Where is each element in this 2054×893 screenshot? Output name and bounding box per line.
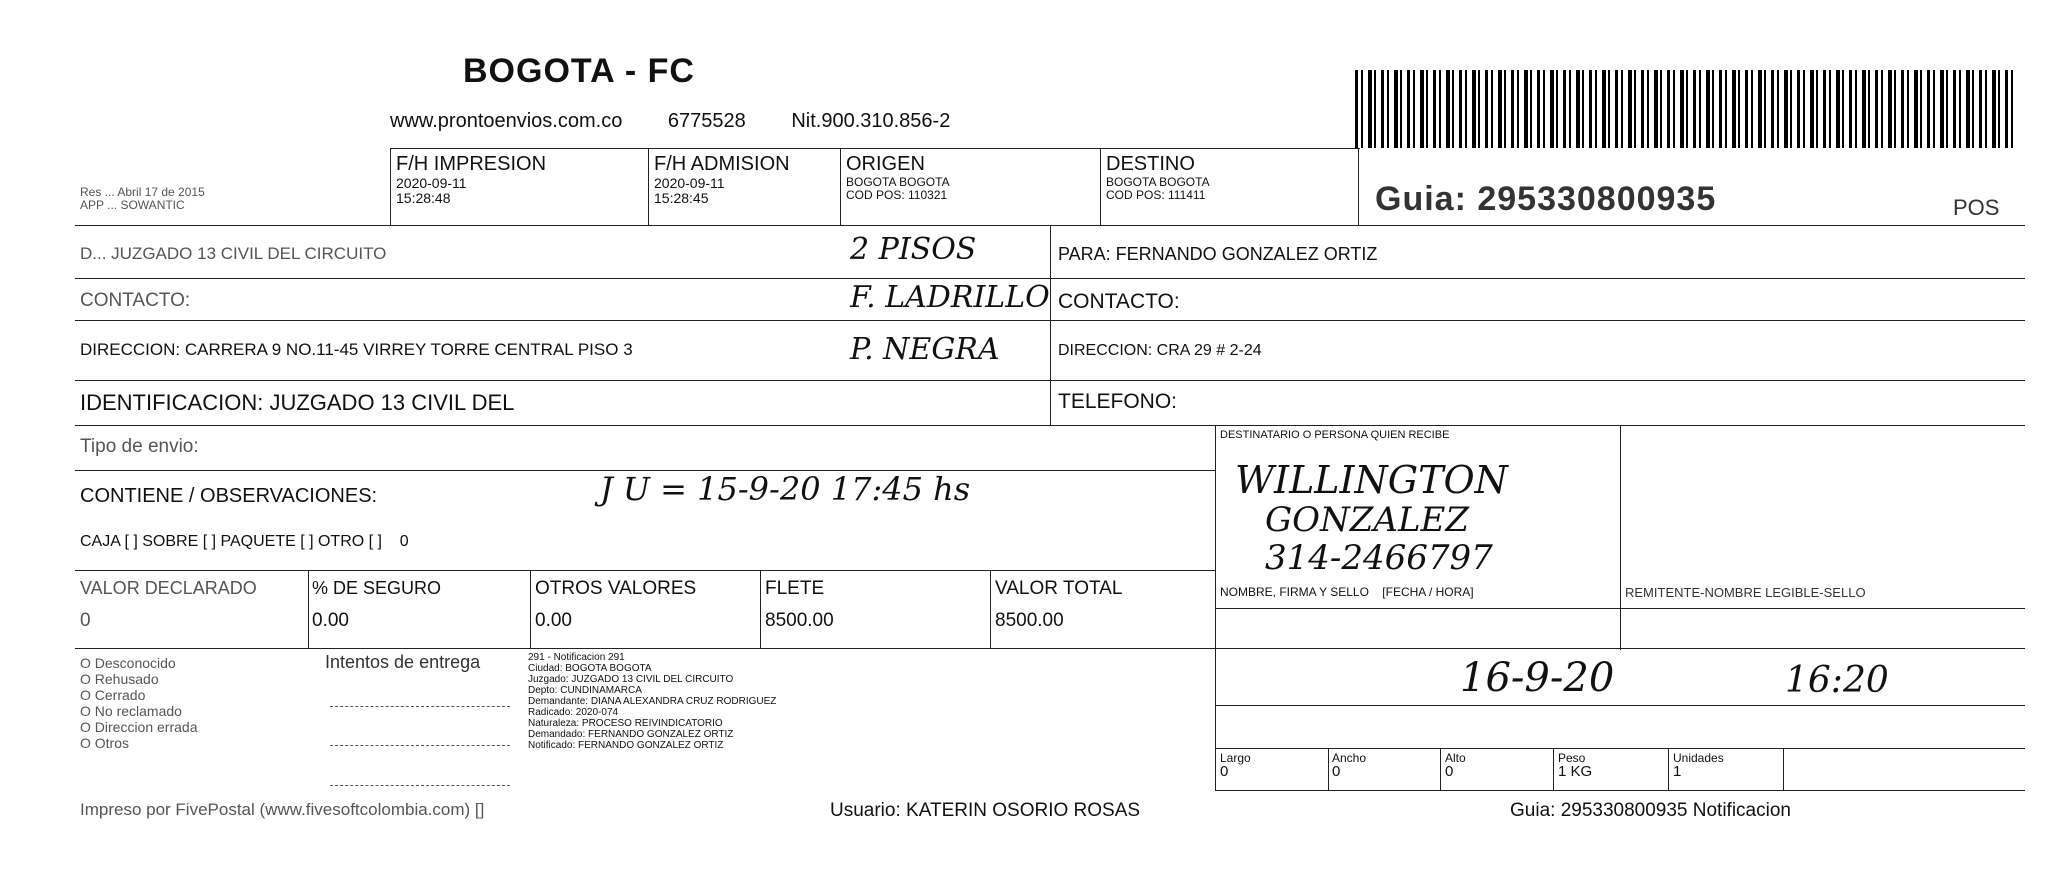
handwritten-pisos: 2 PISOS: [850, 232, 977, 267]
return-reason[interactable]: O Otros: [80, 735, 130, 751]
sender-signature-label: REMITENTE-NOMBRE LEGIBLE-SELLO: [1625, 585, 1866, 600]
handwritten-delivery-time: 16:20: [1785, 660, 1889, 701]
resolution-text: Res ... Abril 17 de 2015 APP ... SOWANTIC: [80, 185, 205, 212]
company-contact-line: [390, 110, 990, 133]
freight-value: 8500.00: [765, 610, 834, 631]
delivery-attempts-label: Intentos de entrega: [325, 652, 481, 672]
sender-identification: IDENTIFICACION: JUZGADO 13 CIVIL DEL: [80, 390, 515, 415]
admision-cell: F/H ADMISION 2020-09-11 15:28:45: [654, 153, 790, 206]
company-title: BOGOTA - FC: [463, 52, 695, 90]
barcode: [1355, 70, 2015, 148]
package-type: CAJA [ ] SOBRE [ ] PAQUETE [ ] OTRO [ ] 0: [80, 533, 409, 550]
recipient-contact: CONTACTO:: [1058, 290, 1180, 313]
other-values-value: 0.00: [535, 610, 572, 631]
declared-value: 0: [80, 610, 91, 631]
footer-user: Usuario: KATERIN OSORIO ROSAS: [830, 800, 1141, 821]
handwritten-delivery-date: 16-9-20: [1460, 655, 1615, 701]
width-cell: Ancho 0: [1332, 751, 1367, 780]
other-values-label: OTROS VALORES: [535, 578, 697, 599]
return-reason[interactable]: O Rehusado: [80, 671, 159, 687]
handwritten-receiver-phone: 314-2466797: [1265, 538, 1493, 578]
declared-value-label: VALOR DECLARADO: [80, 578, 257, 598]
height-cell: Alto 0: [1445, 751, 1466, 780]
insurance-value: 0.00: [312, 610, 349, 631]
destino-cell: DESTINO BOGOTA BOGOTA COD POS: 111411: [1106, 153, 1210, 202]
origen-cell: ORIGEN BOGOTA BOGOTA COD POS: 110321: [846, 153, 950, 202]
units-cell: Unidades 1: [1673, 751, 1724, 780]
nit: Nit.900.310.856-2: [791, 110, 951, 132]
recipient-name: PARA: FERNANDO GONZALEZ ORTIZ: [1058, 244, 1378, 264]
sender-contact: CONTACTO:: [80, 290, 191, 311]
observations-label: CONTIENE / OBSERVACIONES:: [80, 485, 378, 507]
shipment-type: Tipo de envio:: [80, 436, 199, 457]
return-reason[interactable]: O No reclamado: [80, 703, 182, 719]
impresion-cell: F/H IMPRESION 2020-09-11 15:28:48: [396, 153, 547, 206]
phone: 6775528: [667, 110, 746, 132]
total-value: 8500.00: [995, 610, 1064, 631]
recipient-phone: TELEFONO:: [1058, 390, 1178, 413]
handwritten-door: P. NEGRA: [850, 332, 1000, 367]
handwritten-receiver-surname: GONZALEZ: [1265, 500, 1469, 540]
footer-guia: Guia: 295330800935 Notificacion: [1510, 800, 1791, 821]
total-label: VALOR TOTAL: [995, 578, 1123, 599]
return-reasons: [80, 655, 198, 751]
handwritten-contact: F. LADRILLO: [850, 280, 1050, 315]
sender-name: D... JUZGADO 13 CIVIL DEL CIRCUITO: [80, 244, 387, 263]
return-reason[interactable]: O Direccion errada: [80, 719, 198, 735]
notification-details: 291 - Notificacion 291 Ciudad: BOGOTA BOGOTA Juzgado: JUZGADO 13 CIVIL DEL CIRCUITO Depto: CUNDINAMARCA Demandante: DIANA ALEXANDRA CRUZ RODRIGUEZ Radicado: 2020-074 Naturaleza: PROCESO REIVINDICATORIO Demandado: FERNANDO GONZALEZ ORTIZ Notificado: FERNANDO GONZALEZ ORTIZ: [528, 652, 777, 751]
pos-label: POS: [1953, 195, 2000, 220]
return-reason[interactable]: O Cerrado: [80, 687, 146, 703]
website: www.prontoenvios.com.co: [390, 110, 623, 132]
receiver-label: DESTINATARIO O PERSONA QUIEN RECIBE: [1220, 429, 1450, 441]
sender-address: DIRECCION: CARRERA 9 NO.11-45 VIRREY TORRE CENTRAL PISO 3: [80, 340, 633, 359]
freight-label: FLETE: [765, 578, 825, 599]
length-cell: Largo 0: [1220, 751, 1251, 780]
insurance-label: % DE SEGURO: [312, 578, 442, 598]
weight-cell: Peso 1 KG: [1558, 751, 1593, 780]
return-reason[interactable]: O Desconocido: [80, 655, 176, 671]
signature-labels: NOMBRE, FIRMA Y SELLO [FECHA / HORA]: [1220, 585, 1474, 599]
handwritten-observation: J U = 15-9-20 17:45 hs: [600, 470, 971, 508]
recipient-address: DIRECCION: CRA 29 # 2-24: [1058, 342, 1262, 359]
handwritten-receiver-name: WILLINGTON: [1235, 458, 1508, 502]
footer-software: Impreso por FivePostal (www.fivesoftcolombia.com) []: [80, 800, 485, 819]
guia-number: Guia: 295330800935: [1375, 180, 1717, 218]
